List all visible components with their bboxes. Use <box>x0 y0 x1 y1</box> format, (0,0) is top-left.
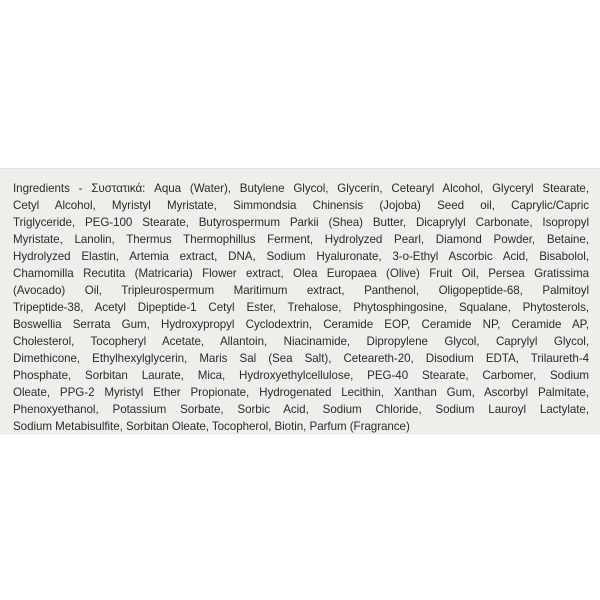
ingredients-line: Cholesterol, Tocopheryl Acetate, Allantoin, Niacinamide, Dipropylene Glycol, Caprylyl Glycol, <box>13 335 589 348</box>
ingredients-list <box>13 180 589 435</box>
ingredients-line: Phosphate, Sorbitan Laurate, Mica, Hydroxyethylcellulose, PEG-40 Stearate, Carbomer, Sodium <box>13 369 589 382</box>
ingredients-line: Tripeptide-38, Acetyl Dipeptide-1 Cetyl Ester, Trehalose, Phytosphingosine, Squalane, Phytosterols, <box>13 301 589 314</box>
ingredients-line: Cetyl Alcohol, Myristyl Myristate, Simmondsia Chinensis (Jojoba) Seed oil, Caprylic/Capric <box>13 199 589 212</box>
ingredients-line: Triglyceride, PEG-100 Stearate, Butyrospermum Parkii (Shea) Butter, Dicaprylyl Carbonate, Isopropyl <box>13 216 589 229</box>
ingredients-line: Chamomilla Recutita (Matricaria) Flower extract, Olea Europaea (Olive) Fruit Oil, Persea Gratissima <box>13 267 589 280</box>
ingredients-line: (Avocado) Oil, Tripleurospermum Maritimum extract, Panthenol, Oligopeptide-68, Palmitoyl <box>13 284 589 297</box>
ingredients-line: Myristate, Lanolin, Thermus Thermophillus Ferment, Hydrolyzed Pearl, Diamond Powder, Betaine, <box>13 233 589 246</box>
ingredients-line: Dimethicone, Ethylhexylglycerin, Maris Sal (Sea Salt), Ceteareth-20, Disodium EDTA, Trilaureth-4 <box>13 352 589 365</box>
ingredients-line: Ingredients - Συστατικά: Aqua (Water), Butylene Glycol, Glycerin, Cetearyl Alcohol, Glyceryl Stearate, <box>13 182 589 195</box>
ingredients-line: Phenoxyethanol, Potassium Sorbate, Sorbic Acid, Sodium Chloride, Sodium Lauroyl Lactylate, <box>13 403 589 416</box>
ingredients-line: Sodium Metabisulfite, Sorbitan Oleate, Tocopherol, Biotin, Parfum (Fragrance) <box>13 420 410 433</box>
ingredients-line: Hydrolyzed Elastin, Artemia extract, DNA, Sodium Hyaluronate, 3-o-Ethyl Ascorbic Acid, Bisabolol, <box>13 250 589 263</box>
ingredients-line: Oleate, PPG-2 Myristyl Ether Propionate, Hydrogenated Lecithin, Xanthan Gum, Ascorbyl Palmitate, <box>13 386 589 399</box>
ingredients-line: Boswellia Serrata Gum, Hydroxypropyl Cyclodextrin, Ceramide EOP, Ceramide NP, Ceramide AP, <box>13 318 589 331</box>
